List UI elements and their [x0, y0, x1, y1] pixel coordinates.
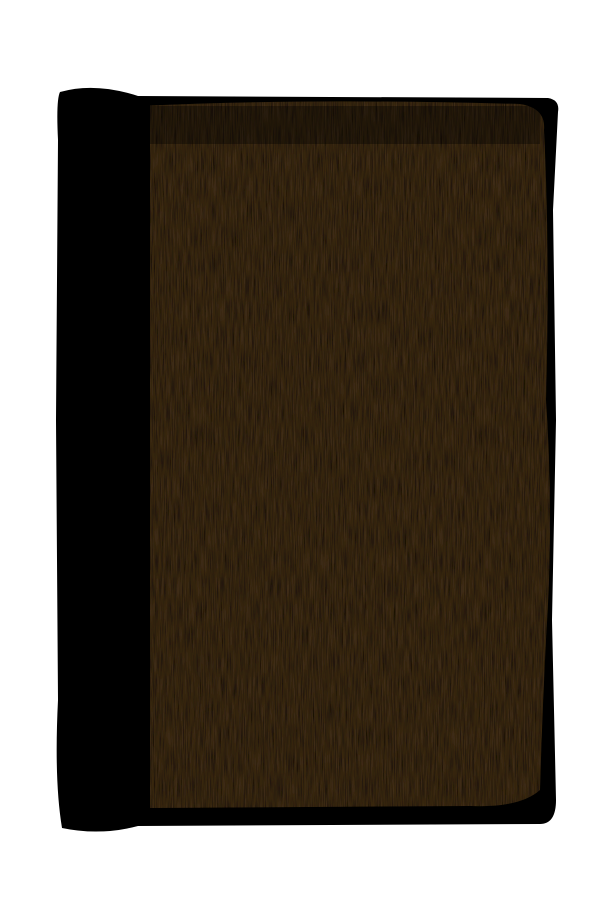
paper-highlight [150, 106, 540, 144]
scroll-spine [66, 95, 150, 819]
scroll-paper [138, 101, 550, 808]
